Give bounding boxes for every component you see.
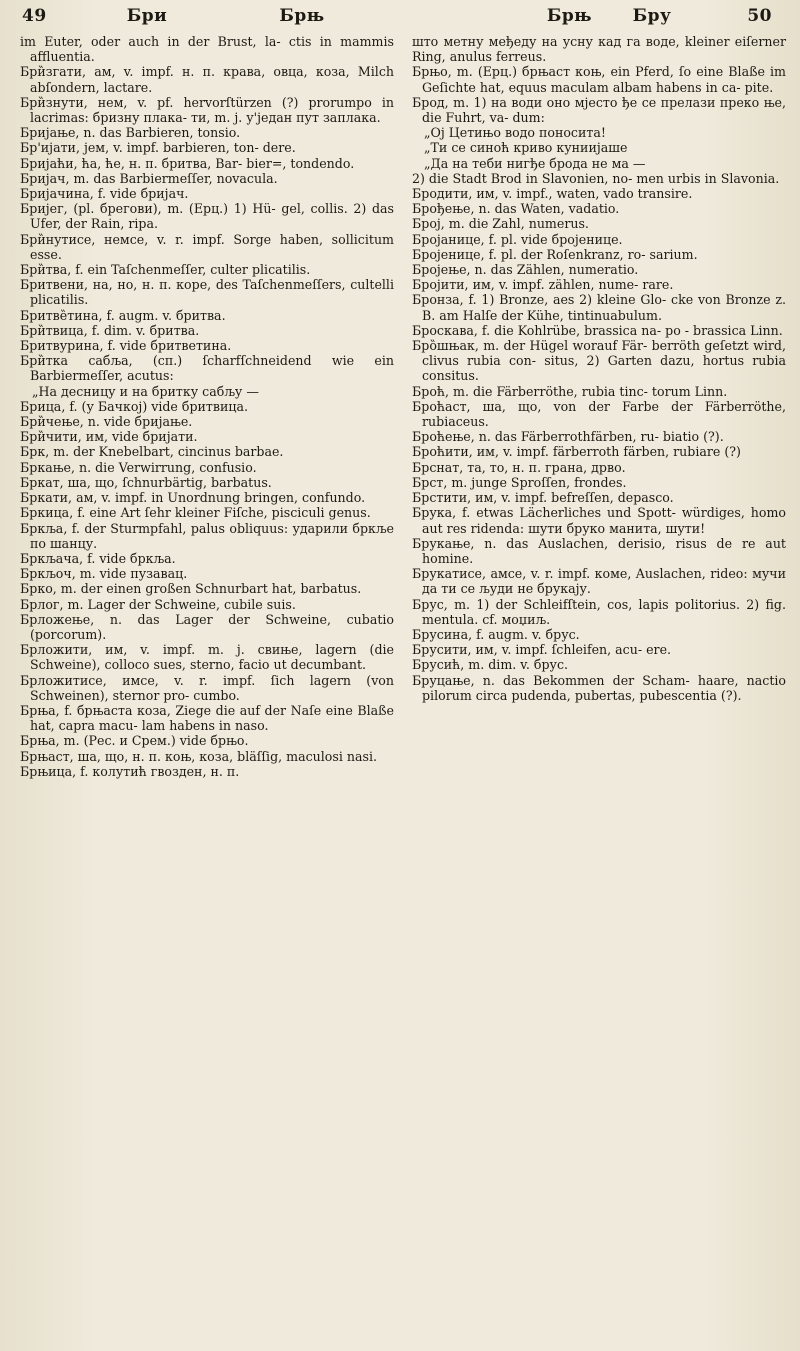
dictionary-entry: Брстити, им, v. impf. befreſſen, depasco. xyxy=(412,490,674,506)
guide-word-middle: Брњ xyxy=(279,6,325,26)
dictionary-entry: Броћење, n. das Färberrothfärben, ru- biatio (?). xyxy=(412,429,724,445)
guide-word-left: Бри xyxy=(126,6,168,26)
dictionary-entry: Бруцање, n. das Bekommen der Scham- haare, nactio pilorum circa pudenda, pubertas, pubescentia (?). xyxy=(412,672,786,703)
running-header xyxy=(20,6,786,34)
dictionary-entry: Бријег, (pl. брегови), m. (Ерц.) 1) Hü- gel, collis. 2) das Ufer, der Rain, ripa. xyxy=(20,201,394,232)
dictionary-entry: Брснат, та, то, н. п. грана, дрво. xyxy=(412,459,626,475)
guide-word-right-second: Бру xyxy=(632,6,672,26)
dictionary-entry: Бројити, им, v. impf. zählen, nume- rare. xyxy=(412,277,674,293)
quotation-line: „Oj Цетињо водо поносита! xyxy=(424,125,606,141)
dictionary-entry: Бритве̏тина, f. augm. v. бритва. xyxy=(20,307,226,323)
dictionary-entry: Брукање, n. das Auslachen, derisio, risus de re aut homine. xyxy=(412,535,786,566)
dictionary-entry: Броћити, им, v. impf. färberroth färben, rubiare (?) xyxy=(412,444,741,460)
dictionary-entry: Брња, m. (Рес. и Срем.) vide брњо. xyxy=(20,733,249,749)
dictionary-entry: Бркање, n. die Verwirrung, confusio. xyxy=(20,459,257,475)
entry-columns xyxy=(20,34,786,779)
dictionary-entry: Брођење, n. das Waten, vadatio. xyxy=(412,201,620,217)
dictionary-entry: Бркат, ша, що, ſchnurbärtig, barbatus. xyxy=(20,474,272,490)
dictionary-entry: Бројење, n. das Zählen, numeratio. xyxy=(412,262,639,278)
dictionary-entry: Бри̏нутисе, немсе, v. r. impf. Sorge haben, sollicitum esse. xyxy=(20,231,394,262)
dictionary-entry: Бри̏тва, f. ein Taſchenmeſſer, culter plicatilis. xyxy=(20,262,311,278)
dictionary-entry: Брложитисе, имсе, v. r. impf. ſich lagern (von Schweinen), sternor pro- cumbo. xyxy=(20,672,394,703)
dictionary-entry: Брњица, f. колутић гвозден, н. п. xyxy=(20,763,240,779)
dictionary-entry: Брица, f. (у Бачкој) vide бритвица. xyxy=(20,398,248,414)
dictionary-entry: Брусина, f. augm. v. брус. xyxy=(412,626,580,642)
dictionary-entry: Бро̏шњак, m. der Hügel worauf Fär- berröth geſetzt wird, clivus rubia con- situs, 2) Garten dazu, hortus rubia consitus. xyxy=(412,338,786,384)
dictionary-entry: Бронза, f. 1) Bronze, aes 2) kleine Glo- cke von Bronze z. B. am Halſe der Kühe, tintinuabulum. xyxy=(412,292,786,323)
dictionary-entry: Брусити, им, v. impf. ſchleifen, acu- ere. xyxy=(412,642,672,658)
dictionary-entry: Брњаст, ша, що, н. п. коњ, коза, bläſſig, maculosi nasi. xyxy=(20,748,377,764)
dictionary-entry: Брукатисе, амсе, v. r. impf. коме, Auslachen, rideo: мучи да ти се људи не брукају. xyxy=(412,566,786,597)
dictionary-entry: Брод, m. 1) на води оно мјесто ђе се прелази преко ње, die Fuhrt, va- dum: xyxy=(412,94,786,126)
dictionary-entry: Бркљоч, m. vide пузавац. xyxy=(20,566,188,582)
page-number-left: 49 xyxy=(22,6,47,26)
dictionary-entry: Брусић, m. dim. v. брус. xyxy=(412,657,569,673)
dictionary-entry: Бројанице, f. pl. vide бројенице. xyxy=(412,231,623,247)
dictionary-entry: Број, m. die Zahl, numerus. xyxy=(412,216,589,232)
dictionary-entry: Брња, f. брњаста коза, Ziege die auf der Naſe eine Blaße hat, capra macu- lam habens in naso. xyxy=(20,702,394,734)
dictionary-entry: Бркљача, f. vide бркља. xyxy=(20,550,176,566)
dictionary-entry: Брложити, им, v. impf. m. j. свиње, lagern (die Schweine), colloco sues, sterno, facio ut decumbant. xyxy=(20,642,394,673)
dictionary-entry: Брк, m. der Knebelbart, cincinus barbae. xyxy=(20,444,284,460)
dictionary-entry: Бри̏чење, n. vide бријање. xyxy=(20,414,193,430)
dictionary-entry: Броћ, m. die Färberröthe, rubia tinc- torum Linn. xyxy=(412,383,728,399)
dictionary-entry: 2) die Stadt Brod in Slavonien, no- men urbis in Slavonia. xyxy=(412,170,780,186)
page-number-right: 50 xyxy=(747,6,772,26)
dictionary-entry: Бри̏згати, ам, v. impf. н. п. крава, овца, коза, Milch abſondern, lactare. xyxy=(20,64,394,95)
dictionary-entry: Броскава, f. die Kohlrübe, brassica na- po - brassica Linn. xyxy=(412,322,783,338)
quotation-line: „Да на теби нигђе брода не ма — xyxy=(424,155,646,171)
dictionary-entry: што метну међеду на усну кад га воде, kleiner eiſerner Ring, anulus ferreus. xyxy=(412,34,786,65)
dictionary-entry: Бројенице, f. pl. der Roſenkranz, ro- sarium. xyxy=(412,246,698,262)
dictionary-entry: Бријачина, f. vide бријач. xyxy=(20,186,189,202)
right-column xyxy=(412,34,786,779)
left-column xyxy=(20,34,394,779)
dictionary-entry: Бри̏чити, им, vide бријати. xyxy=(20,429,198,445)
dictionary-entry: Брука, f. etwas Lächerliches und Spott- würdiges, homo aut res ridenda: шути бруко манита, шути! xyxy=(412,505,786,536)
dictionary-entry: Брлог, m. Lager der Schweine, cubile suis. xyxy=(20,596,296,612)
quotation-line: „Ти се синоћ криво куниијаше xyxy=(424,140,628,156)
dictionary-entry: Брус, m. 1) der Schleifſtein, cos, lapis politorius. 2) fig. mentula. cf. моџиљ. xyxy=(412,596,786,627)
dictionary-entry: Брко, m. der einen großen Schnurbart hat, barbatus. xyxy=(20,581,362,597)
quotation-line: „На десницу и на бритку сабљу — xyxy=(32,383,259,399)
dictionary-entry: Бродити, им, v. impf., waten, vado transire. xyxy=(412,186,693,202)
dictionary-entry: Брст, m. junge Sproſſen, frondes. xyxy=(412,474,627,490)
dictionary-entry: im Euter, oder auch in der Brust, la- ctis in mammis affluentia. xyxy=(20,34,394,65)
dictionary-entry: Бр'ијати, јем, v. impf. barbieren, ton- dere. xyxy=(20,140,296,156)
dictionary-entry: Бри̏знути, нем, v. pf. hervorſtürzen (?) prorumpo in lacrimas: бризну плака- ти, m. j. у'један пут заплака. xyxy=(20,94,394,126)
dictionary-entry: Брложење, n. das Lager der Schweine, cubatio (porcorum). xyxy=(20,611,394,642)
dictionary-entry: Бри̏тка сабља, (сп.) ſcharfſchneidend wie ein Barbiermeſſer, acutus: xyxy=(20,353,394,384)
dictionary-entry: Бријаћи, ћа, ће, н. п. бритва, Bar- bier=, tondendo. xyxy=(20,155,355,171)
dictionary-entry: Бријање, n. das Barbieren, tonsio. xyxy=(20,125,241,141)
dictionary-entry: Бријач, m. das Barbiermeſſer, novacula. xyxy=(20,170,278,186)
dictionary-entry: Бркица, f. eine Art ſehr kleiner Fiſche, pisciculi genus. xyxy=(20,505,371,521)
guide-word-right-first: Брњ xyxy=(546,6,592,26)
dictionary-entry: Бри̏твица, f. dim. v. бритва. xyxy=(20,322,200,338)
dictionary-entry: Бркља, f. der Sturmpfahl, palus obliquus: ударили бркље по шанцу. xyxy=(20,520,394,551)
dictionary-entry: Бритвени, на, но, н. п. корe, des Taſchenmeſſers, cultelli plicatilis. xyxy=(20,277,394,308)
dictionary-entry: Бркати, ам, v. impf. in Unordnung bringen, confundo. xyxy=(20,490,366,506)
dictionary-entry: Брњо, m. (Ерц.) брњаст коњ, ein Pferd, ſo eine Blaße im Geſichte hat, equus maculam albam habens in ca- pite. xyxy=(412,64,786,95)
dictionary-entry: Броћаст, ша, що, von der Farbe der Färberröthe, rubiaceus. xyxy=(412,398,786,430)
dictionary-entry: Бритвурина, f. vide бритветина. xyxy=(20,338,232,354)
